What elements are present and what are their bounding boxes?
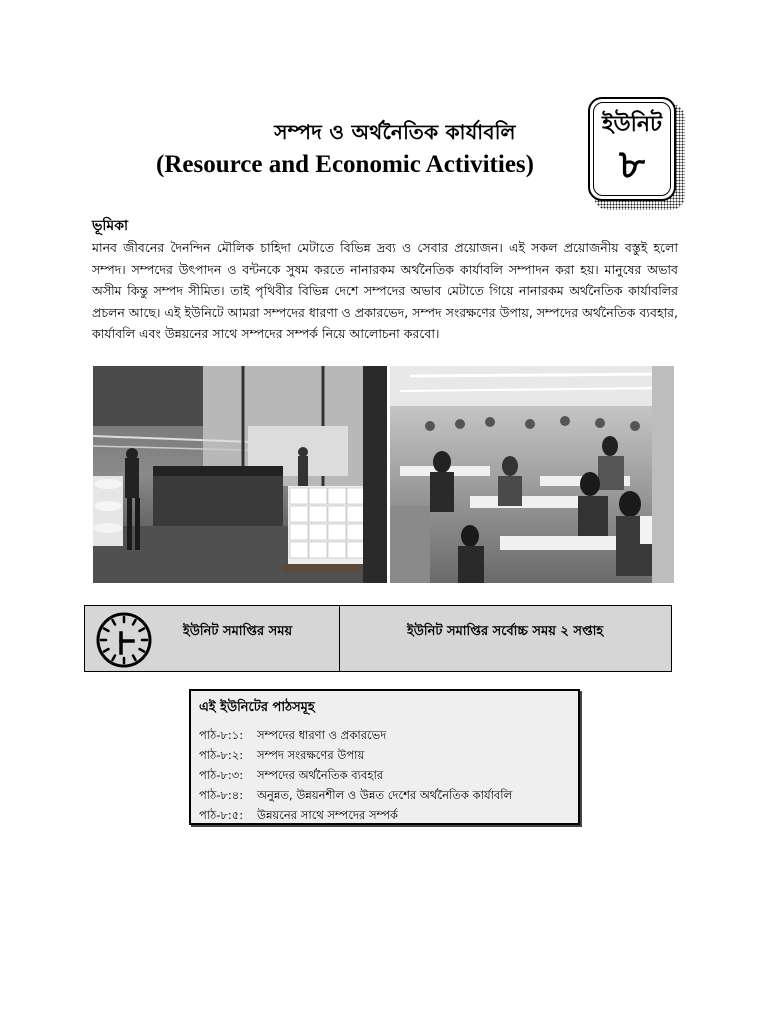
textile-factory-photo <box>93 366 387 583</box>
lesson-item <box>199 745 512 765</box>
lesson-title: উন্নয়নের সাথে সম্পদের সম্পর্ক <box>257 808 398 822</box>
unit-number: ৮ <box>619 142 645 188</box>
unit-label: ইউনিট <box>602 112 662 137</box>
lesson-code: পাঠ-৮:৩: <box>199 768 244 782</box>
lesson-code: পাঠ-৮:২: <box>199 748 244 762</box>
intro-heading: ভূমিকা <box>92 218 129 234</box>
lesson-item <box>199 765 512 785</box>
intro-paragraph: মানব জীবনের দৈনন্দিন মৌলিক চাহিদা মেটাতে বিভিন্ন দ্রব্য ও সেবার প্রয়োজন। এই সকল প্রয়োজনীয় বস্তুই হলো সম্পদ। সম্পদের উৎপাদন ও বন্টনকে সুষম করতে নানারকম অর্থনৈতিক কার্যাবলি সম্পাদন করা হয়। মানুষের অভাব অসীম কিন্তু সম্পদ সীমিত। তাই পৃথিবীর বিভিন্ন দেশে সম্পদের অভাব মেটাতে গিয়ে নানারকম অর্থনৈতিক কার্যাবলির প্রচলন আছে। এই ইউনিটে আমরা সম্পদের ধারণা ও প্রকারভেদ, সম্পদ সংরক্ষণের উপায়, সম্পদের অর্থনৈতিক ব্যবহার, কার্যাবলি এবং উন্নয়নের সাথে সম্পদের সম্পর্ক নিয়ে আলোচনা করবো। <box>92 240 678 342</box>
lesson-title: অনুন্নত, উন্নয়নশীল ও উন্নত দেশের অর্থনৈতিক কার্যাবলি <box>257 788 513 802</box>
lesson-code: পাঠ-৮:১: <box>199 728 244 742</box>
lessons-heading: এই ইউনিটের পাঠসমূহ <box>199 700 315 715</box>
lesson-item <box>199 725 512 745</box>
lesson-item <box>199 805 512 825</box>
unit-lessons-box <box>189 689 580 825</box>
title-bengali: সম্পদ ও অর্থনৈতিক কার্যাবলি <box>274 120 516 144</box>
lesson-list <box>199 725 512 825</box>
lesson-title: সম্পদ সংরক্ষণের উপায় <box>257 748 365 762</box>
unit-badge <box>588 97 676 201</box>
garment-factory-photo <box>390 366 674 583</box>
unit-completion-time-label: ইউনিট সমাপ্তির সময় <box>183 624 293 639</box>
title-english: (Resource and Economic Activities) <box>156 151 534 178</box>
lesson-code: পাঠ-৮:৪: <box>199 788 244 802</box>
lesson-code: পাঠ-৮:৫: <box>199 808 244 822</box>
lesson-title: সম্পদের অর্থনৈতিক ব্যবহার <box>257 768 384 782</box>
lesson-item <box>199 785 512 805</box>
lesson-title: সম্পদের ধারণা ও প্রকারভেদ <box>257 728 387 742</box>
clock-icon <box>95 611 153 669</box>
unit-max-completion-time: ইউনিট সমাপ্তির সর্বোচ্চ সময় ২ সপ্তাহ <box>407 624 604 639</box>
unit-time-table <box>84 605 672 672</box>
table-divider <box>339 606 340 671</box>
